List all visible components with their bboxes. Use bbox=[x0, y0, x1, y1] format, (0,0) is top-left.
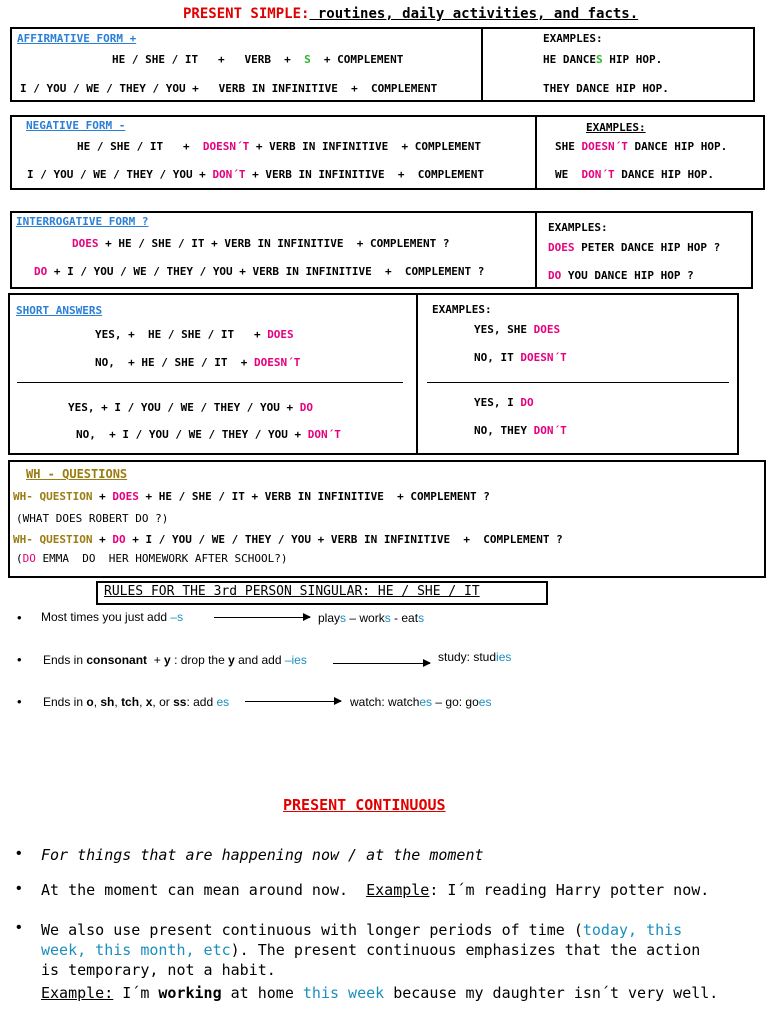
rule-3-example: watch: watches – go: goes bbox=[350, 695, 492, 709]
rules-title: RULES FOR THE 3rd PERSON SINGULAR: HE / SHE / IT bbox=[104, 584, 480, 599]
short-answer-4: NO, + I / YOU / WE / THEY / YOU + DON´T bbox=[76, 428, 341, 441]
continuous-bullet-1: For things that are happening now / at the moment bbox=[41, 846, 484, 864]
arrow-right-icon bbox=[333, 663, 430, 664]
affirmative-heading: AFFIRMATIVE FORM + bbox=[17, 32, 137, 45]
divider bbox=[535, 211, 537, 289]
negative-example-2: WE DON´T DANCE HIP HOP. bbox=[555, 168, 714, 181]
divider bbox=[535, 115, 537, 190]
short-answer-1: YES, + HE / SHE / IT + DOES bbox=[95, 328, 294, 341]
short-answers-heading: SHORT ANSWERS bbox=[16, 304, 103, 317]
interrogative-example-2: DO YOU DANCE HIP HOP ? bbox=[548, 269, 694, 282]
bullet-icon: • bbox=[17, 694, 22, 709]
bullet-icon: • bbox=[17, 610, 22, 625]
continuous-example: Example: I´m working at home this week because my daughter isn´t very well. bbox=[41, 984, 719, 1002]
negative-example-1: SHE DOESN´T DANCE HIP HOP. bbox=[555, 140, 728, 153]
bullet-icon: • bbox=[17, 652, 22, 667]
page-title: PRESENT SIMPLE: routines, daily activities, and facts. bbox=[183, 6, 639, 22]
continuous-bullet-2: At the moment can mean around now. Example: I´m reading Harry potter now. bbox=[41, 881, 710, 899]
bullet-icon: • bbox=[16, 880, 22, 897]
interrogative-rule-2: DO + I / YOU / WE / THEY / YOU + VERB IN INFINITIVE + COMPLEMENT ? bbox=[34, 265, 485, 278]
negative-rule-2: I / YOU / WE / THEY / YOU + DON´T + VERB IN INFINITIVE + COMPLEMENT bbox=[27, 168, 484, 181]
affirmative-example-2: THEY DANCE HIP HOP. bbox=[543, 82, 669, 95]
wh-rule-1: WH- QUESTION + DOES + HE / SHE / IT + VERB IN INFINITIVE + COMPLEMENT ? bbox=[13, 490, 490, 503]
short-answer-3: YES, + I / YOU / WE / THEY / YOU + DO bbox=[68, 401, 314, 414]
wh-rule-2: WH- QUESTION + DO + I / YOU / WE / THEY / YOU + VERB IN INFINITIVE + COMPLEMENT ? bbox=[13, 533, 563, 546]
continuous-bullet-3: We also use present continuous with longer periods of time (today, this week, this month, etc). The present continuous emphasizes that the action is temporary, not a habit. bbox=[41, 921, 701, 979]
rule-1-example: plays – works - eats bbox=[318, 611, 425, 625]
examples-label: EXAMPLES: bbox=[586, 121, 646, 134]
divider bbox=[416, 293, 418, 455]
negative-rule-1: HE / SHE / IT + DOESN´T + VERB IN INFINITIVE + COMPLEMENT bbox=[77, 140, 481, 153]
arrow-right-icon bbox=[214, 617, 310, 618]
short-example-3: YES, I DO bbox=[474, 396, 534, 409]
rule-3: Ends in o, sh, tch, x, or ss: add es bbox=[43, 695, 230, 709]
wh-example-1: (WHAT DOES ROBERT DO ?) bbox=[16, 512, 169, 525]
short-answer-2: NO, + HE / SHE / IT + DOESN´T bbox=[95, 356, 301, 369]
bullet-icon: • bbox=[16, 845, 22, 862]
wh-example-2: (DO EMMA DO HER HOMEWORK AFTER SCHOOL?) bbox=[16, 552, 288, 565]
interrogative-example-1: DOES PETER DANCE HIP HOP ? bbox=[548, 241, 721, 254]
affirmative-rule-2: I / YOU / WE / THEY / YOU + VERB IN INFINITIVE + COMPLEMENT bbox=[20, 82, 438, 95]
examples-label: EXAMPLES: bbox=[432, 303, 492, 316]
section-title: PRESENT CONTINUOUS bbox=[283, 796, 446, 814]
divider bbox=[17, 382, 403, 383]
wh-heading: WH - QUESTIONS bbox=[26, 467, 128, 481]
affirmative-example-1: HE DANCES HIP HOP. bbox=[543, 53, 663, 66]
short-example-4: NO, THEY DON´T bbox=[474, 424, 567, 437]
arrow-right-icon bbox=[245, 701, 341, 702]
examples-label: EXAMPLES: bbox=[543, 32, 603, 45]
divider bbox=[427, 382, 729, 383]
rule-2: Ends in consonant + y : drop the y and add –ies bbox=[43, 653, 307, 667]
bullet-icon: • bbox=[16, 919, 22, 936]
examples-label: EXAMPLES: bbox=[548, 221, 608, 234]
affirmative-rule-1: HE / SHE / IT + VERB + S + COMPLEMENT bbox=[112, 53, 404, 66]
divider bbox=[481, 27, 483, 102]
short-example-2: NO, IT DOESN´T bbox=[474, 351, 567, 364]
interrogative-rule-1: DOES + HE / SHE / IT + VERB IN INFINITIVE + COMPLEMENT ? bbox=[72, 237, 450, 250]
short-example-1: YES, SHE DOES bbox=[474, 323, 561, 336]
interrogative-heading: INTERROGATIVE FORM ? bbox=[16, 215, 149, 228]
rule-1: Most times you just add –s bbox=[41, 610, 184, 624]
rule-2-example: study: studies bbox=[438, 650, 512, 664]
negative-heading: NEGATIVE FORM - bbox=[26, 119, 126, 132]
